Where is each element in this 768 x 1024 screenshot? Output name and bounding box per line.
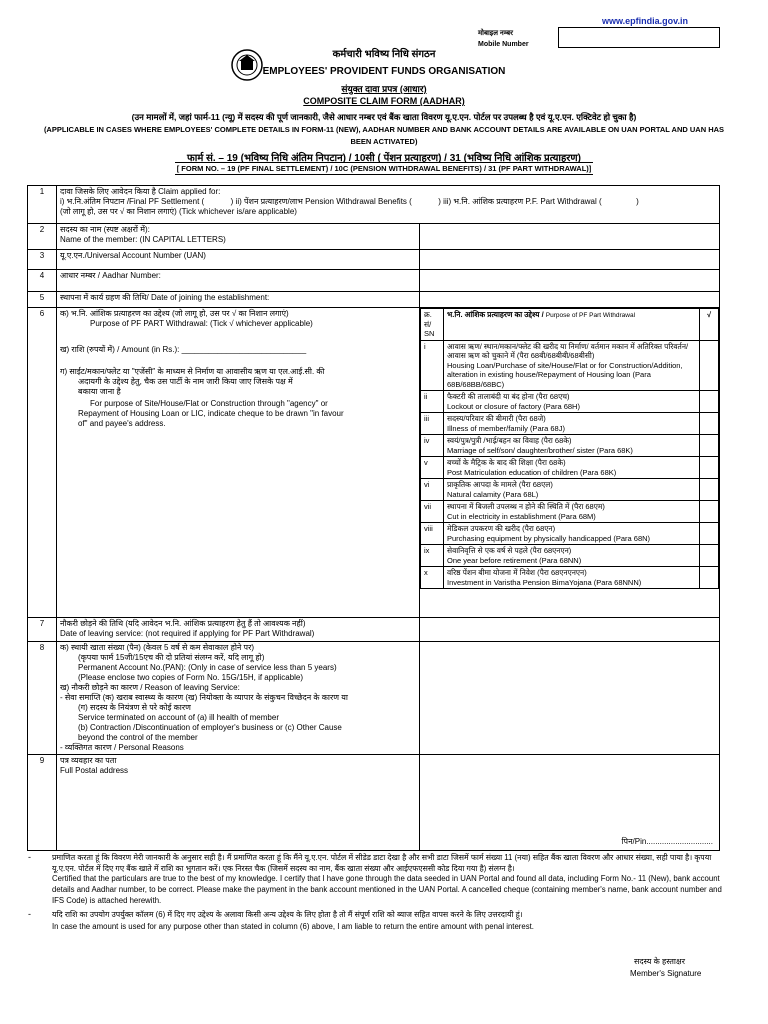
purpose-sn: viii — [421, 523, 444, 545]
purpose-description — [444, 435, 700, 457]
purpose-tick-box[interactable] — [700, 567, 719, 589]
applicability-english: (APPLICABLE IN CASES WHERE EMPLOYEES' COMPLETE DETAILS IN FORM-11 (NEW), AADHAR NUMBER AND BANK ACCOUNT DETAILS ARE AVAILABLE ON UAN PORTAL AND UAN HAS BEEN ACTIVATED) — [43, 125, 725, 146]
aadhar-field[interactable] — [420, 270, 720, 292]
row-number: 9 — [28, 755, 57, 851]
purpose-sn: i — [421, 340, 444, 391]
liability-hindi: यदि राशि का उपयोग उपर्युक्त कॉलम (6) में दिए गए उद्देश्य के अलावा किसी अन्य उद्देश्य के लिए होता है तो मैं संपूर्ण राशि को ब्याज सहित वापस करने के लिए उत्तरदायी हूं। — [52, 910, 523, 919]
pan-field[interactable] — [420, 642, 720, 755]
purpose-sn: v — [421, 457, 444, 479]
purpose-hindi: फैक्टरी की तालाबंदी या बंद होना (पैरा 68एच) — [447, 392, 570, 401]
purpose-tick-box[interactable] — [700, 413, 719, 435]
leaving-reason-label: ख) नौकरी छोड़ने का कारण / Reason of leaving Service: — [60, 683, 240, 692]
bullet-dash: - — [28, 852, 31, 862]
row-number: 4 — [28, 270, 57, 292]
leaving-date-field[interactable] — [420, 618, 720, 642]
claim-applied-label: दावा जिसके लिए आवेदन किया है Claim applied for: — [60, 187, 221, 196]
purpose-sn: vii — [421, 501, 444, 523]
service-terminated-english-2: (b) Contraction /Discontinuation of employer's business or (c) Other Cause — [78, 723, 342, 732]
service-terminated-hindi-2: (ग) सदस्य के नियंत्रण से परे कोई कारण — [78, 703, 191, 712]
purpose-english: Cut in electricity in establishment (Para 68M) — [447, 511, 596, 521]
purpose-description — [444, 567, 700, 589]
address-label-hindi: पत्र व्यवहार का पता — [60, 756, 117, 765]
purpose-description — [444, 545, 700, 567]
pan-note-english: (Please enclose two copies of Form No. 15G/15H, if applicable) — [78, 673, 303, 682]
form-title-english: COMPOSITE CLAIM FORM (AADHAR) — [303, 96, 465, 106]
mobile-label-english: Mobile Number — [478, 41, 529, 48]
purpose-hindi: वरिष्ठ पेंशन बीमा योजना में निवेश (पैरा 68एनएनएन) — [447, 568, 587, 577]
purpose-tick-box[interactable] — [700, 340, 719, 391]
purpose-table — [420, 308, 719, 589]
pan-note-hindi: (कृपया फार्म 15जी/15एच की दो प्रतियां संलग्न करें, यदि लागू हो) — [78, 653, 265, 662]
applicability-hindi: (उन मामलों में, जहां फार्म-11 (न्यू) में सदस्य की पूर्ण जानकारी, जैसे आधार नम्बर एवं बैंक खाता विवरण यू.ए.एन. पोर्टल पर उपलब्ध है एवं यू.ए.एन. एक्टिवेट हो चुका है) — [131, 112, 637, 122]
purpose-header: भ.नि. आंशिक प्रत्याहरण का उद्देश्य / Purpose of PF Part Withdrawal — [444, 309, 700, 341]
purpose-row[interactable] — [421, 567, 719, 589]
part-withdrawal-close: ) — [636, 197, 639, 206]
form-number-english: [ FORM NO. – 19 (PF FINAL SETTLEMENT) / 10C (PENSION WITHDRAWAL BENEFITS) / 31 (PF PART WITHDRAWAL)] — [176, 164, 592, 173]
row-number: 6 — [28, 308, 57, 618]
amount-field[interactable]: ख) राशि (रुपयों में) / Amount (in Rs.): ____________________________ — [60, 345, 307, 354]
leaving-date-label-hindi: नौकरी छोड़ने की तिथि (यदि आवेदन भ.नि. आंशिक प्रत्याहरण हेतु हैं तो आवश्यक नहीं) — [60, 619, 306, 628]
purpose-sn-header: क्र. सं/ SN — [421, 309, 444, 341]
member-name-label — [57, 224, 420, 250]
purpose-row[interactable] — [421, 435, 719, 457]
mobile-number-field[interactable] — [558, 27, 720, 48]
row-number: 7 — [28, 618, 57, 642]
cheque-instruction-english-3: of" and payee's address. — [78, 419, 166, 428]
purpose-sn: ii — [421, 391, 444, 413]
purpose-description — [444, 479, 700, 501]
purpose-tick-box[interactable] — [700, 391, 719, 413]
address-field[interactable] — [420, 755, 720, 851]
bullet-dash: - — [28, 909, 31, 919]
leaving-date-label-english: Date of leaving service: (not required if applying for PF Part Withdrawal) — [60, 629, 315, 638]
uan-label: यू.ए.एन./Universal Account Number (UAN) — [57, 250, 420, 270]
purpose-row[interactable] — [421, 457, 719, 479]
address-label — [57, 755, 420, 851]
uan-field[interactable] — [420, 250, 720, 270]
purpose-tick-box[interactable] — [700, 479, 719, 501]
purpose-sn: x — [421, 567, 444, 589]
form-number-hindi: फार्म सं. – 19 (भविष्य निधि अंतिम निपटान) / 10सी ( पेंशन प्रत्याहरण) / 31 (भविष्य निधि आंशिक प्रत्याहरण) — [187, 153, 581, 164]
purpose-row[interactable] — [421, 545, 719, 567]
purpose-tick-box[interactable] — [700, 457, 719, 479]
row-number: 8 — [28, 642, 57, 755]
purpose-hindi: सेवानिवृत्ति से एक वर्ष से पहले (पैरा 68एनएन) — [447, 546, 572, 555]
pin-field[interactable]: पिन/Pin.............................. — [621, 837, 713, 846]
purpose-english: Post Matriculation education of children (Para 68K) — [447, 467, 617, 477]
tick-instruction: (जो लागू हो, उस पर √ का निशान लगाएं) (Tick whichever is/are applicable) — [60, 207, 297, 216]
purpose-sn: ix — [421, 545, 444, 567]
purpose-description — [444, 523, 700, 545]
service-terminated-hindi[interactable]: - सेवा समाप्ति (क) खराब स्वास्थ्य के कारण (ख) नियोक्ता के व्यापार के संकुचन विच्छेदन के कारण या — [60, 693, 348, 702]
purpose-sn: iii — [421, 413, 444, 435]
purpose-hindi: मेडिकल उपकरण की खरीद (पैरा 68एन) — [447, 524, 556, 533]
pan-label-english: Permanent Account No.(PAN): (Only in case of service less than 5 years) — [78, 663, 337, 672]
purpose-tick-box[interactable] — [700, 501, 719, 523]
pan-label-hindi: क) स्थायी खाता संख्या (पैन) (केवल 5 वर्ष से कम सेवाकाल होने पर) — [60, 643, 255, 652]
purpose-table-cell — [420, 308, 720, 618]
purpose-tick-box[interactable] — [700, 523, 719, 545]
purpose-description — [444, 413, 700, 435]
certification-hindi: प्रमाणित करता हूं कि विवरण मेरी जानकारी के अनुसार सही है। मैं प्रमाणित करता हूं कि मैंने यू.ए.एन. पोर्टल में सीडेड डाटा देखा है और सभी डाटा जिसमें फार्म संख्या 11 (नया) सहित बैंक खाता विवरण और आधार संख्या, सही पाया है। कृपया यू.ए.एन. पोर्टल में दिए गए बैंक खाते में राशि का भुगतान करें। एक निरस्त चैक (जिसमें सदस्य का नाम, बैंक खाता संख्या और आईएफएससी कोड दिया गया है) संलग्न है। — [52, 853, 712, 873]
purpose-sn: iv — [421, 435, 444, 457]
purpose-row[interactable] — [421, 391, 719, 413]
cheque-instruction-hindi-3: बकाया जाना है — [78, 387, 121, 396]
purpose-description — [444, 391, 700, 413]
service-terminated-english: Service terminated on account of (a) ill health of member — [78, 713, 279, 722]
purpose-hindi: बच्चों के मैट्रिक के बाद की शिक्षा (पैरा 68के) — [447, 458, 566, 467]
signature-label-english: Member's Signature — [630, 969, 702, 978]
purpose-row[interactable] — [421, 413, 719, 435]
row-number: 5 — [28, 292, 57, 308]
org-title-hindi: कर्मचारी भविष्य निधि संगठन — [332, 49, 436, 60]
member-name-label-english: Name of the member: (IN CAPITAL LETTERS) — [60, 235, 226, 244]
purpose-english: One year before retirement (Para 68NN) — [447, 555, 582, 565]
personal-reasons-option[interactable]: - व्यक्तिगत कारण / Personal Reasons — [60, 743, 184, 752]
pan-and-reason-cell — [57, 642, 420, 755]
claim-form-table — [27, 185, 720, 851]
form-title-hindi: संयुक्त दावा प्रपत्र (आधार) — [341, 84, 427, 94]
purpose-sn: vi — [421, 479, 444, 501]
purpose-tick-box[interactable] — [700, 545, 719, 567]
purpose-english: Investment in Varistha Pension BimaYojana (Para 68NNN) — [447, 577, 642, 587]
address-label-english: Full Postal address — [60, 766, 129, 775]
website-link[interactable]: www.epfindia.gov.in — [602, 16, 689, 26]
cheque-instruction-english-2: Repayment of Housing Loan or LIC, indicate cheque to be drawn "in favour — [78, 409, 344, 418]
purpose-english: Purchasing equipment by physically handicapped (Para 68N) — [447, 533, 651, 543]
purpose-label-english: Purpose of PF PART Withdrawal: (Tick √ whichever applicable) — [90, 319, 313, 328]
row-number: 2 — [28, 224, 57, 250]
joining-date-label: स्थापना में कार्य ग्रहण की तिथि/ Date of joining the establishment: — [57, 292, 420, 308]
pension-withdrawal-option[interactable]: ) ii) पेंशन प्रत्याहरण/लाभ Pension Withdrawal Benefits ( — [230, 197, 412, 206]
org-title-english: EMPLOYEES' PROVIDENT FUNDS ORGANISATION — [262, 66, 506, 77]
cheque-instruction-hindi: ग) साईट/मकान/फ्लेट या "एजेंसी" के माध्यम से निर्माण या आवासीय ऋण या एल.आई.सी. की — [60, 367, 325, 376]
purpose-hindi: सदस्य/परिवार की बीमारी (पैरा 68जे) — [447, 414, 546, 423]
purpose-row[interactable] — [421, 479, 719, 501]
mobile-label-hindi: मोबाइल नम्बर — [478, 30, 513, 37]
purpose-hindi: स्थापना में बिजली उपलब्ध न होने की स्थिति में (पैरा 68एम) — [447, 502, 605, 511]
purpose-english: Housing Loan/Purchase of site/House/Flat or for Construction/Addition, alteration in existing house/Repayment of Housing loan (Para 68B/68BB/68BC) — [447, 360, 683, 389]
purpose-english: Marriage of self/son/ daughter/brother/ sister (Para 68K) — [447, 445, 633, 455]
claim-type-cell — [57, 186, 720, 224]
purpose-row[interactable] — [421, 523, 719, 545]
final-settlement-option[interactable]: i) भ.नि.अंतिम निपटान /Final PF Settlement ( — [60, 197, 205, 206]
row-number: 1 — [28, 186, 57, 224]
purpose-english: Illness of member/family (Para 68J) — [447, 423, 565, 433]
part-withdrawal-option[interactable]: ) iii) भ.नि. आंशिक प्रत्याहरण P.F. Part Withdrawal ( — [438, 197, 602, 206]
purpose-hindi: प्राकृतिक आपदा के मामले (पैरा 68एल) — [447, 480, 553, 489]
row-number: 3 — [28, 250, 57, 270]
tick-header: √ — [700, 309, 719, 341]
aadhar-label: आधार नम्बर / Aadhar Number: — [57, 270, 420, 292]
purpose-label-hindi: क) भ.नि. आंशिक प्रत्याहरण का उद्देश्य (जो लागू हो, उस पर √ का निशान लगाएं) — [60, 309, 289, 318]
signature-label-hindi: सदस्य के हस्ताक्षर — [634, 957, 685, 966]
cheque-instruction-english: For purpose of Site/House/Flat or Construction through "agency" or — [90, 399, 328, 408]
liability-english: In case the amount is used for any purpose other than stated in column (6) above, I am liable to return the entire amount with penal interest. — [52, 922, 534, 931]
purpose-tick-box[interactable] — [700, 435, 719, 457]
withdrawal-details-cell — [57, 308, 420, 618]
leaving-date-label — [57, 618, 420, 642]
purpose-description — [444, 457, 700, 479]
purpose-hindi: स्वयं/पुत्र/पुत्री /भाई/बहन का विवाह (पैरा 68के) — [447, 436, 572, 445]
cheque-instruction-hindi-2: अदायगी के उद्देश्य हेतु, चैक उस पार्टी के नाम जारी किया जाए जिसके पक्ष में — [78, 377, 293, 386]
purpose-description — [444, 340, 700, 391]
certification-english: Certified that the particulars are true to the best of my knowledge. I certify that I have gone through the data seeded in UAN Portal and found all data, including Form No.- 11 (New), bank account details and Aadhar number, to be correct. Please make the payment in the bank account mentioned in the UAN Portal. A cancelled cheque (containing member's name, bank account number and IFS Code) is attached herewith. — [52, 874, 722, 905]
purpose-description — [444, 501, 700, 523]
purpose-row[interactable] — [421, 501, 719, 523]
purpose-english: Lockout or closure of factory (Para 68H) — [447, 401, 580, 411]
member-name-label-hindi: सदस्य का नाम (स्पष्ट अक्षरों में): — [60, 225, 150, 234]
member-name-field[interactable] — [420, 224, 720, 250]
service-terminated-english-3: beyond the control of the member — [78, 733, 198, 742]
purpose-hindi: आवास ऋण/ स्थान/मकान/फ्लेट की खरीद या निर्माण/ वर्तमान मकान में अतिरिक्त परिवर्तन/ आवास ऋण को चुकाने में (पैरा 68बी/68बीबी/68बीसी) — [447, 341, 689, 360]
purpose-english: Natural calamity (Para 68L) — [447, 489, 539, 499]
joining-date-field[interactable] — [420, 292, 720, 308]
purpose-row[interactable] — [421, 340, 719, 391]
